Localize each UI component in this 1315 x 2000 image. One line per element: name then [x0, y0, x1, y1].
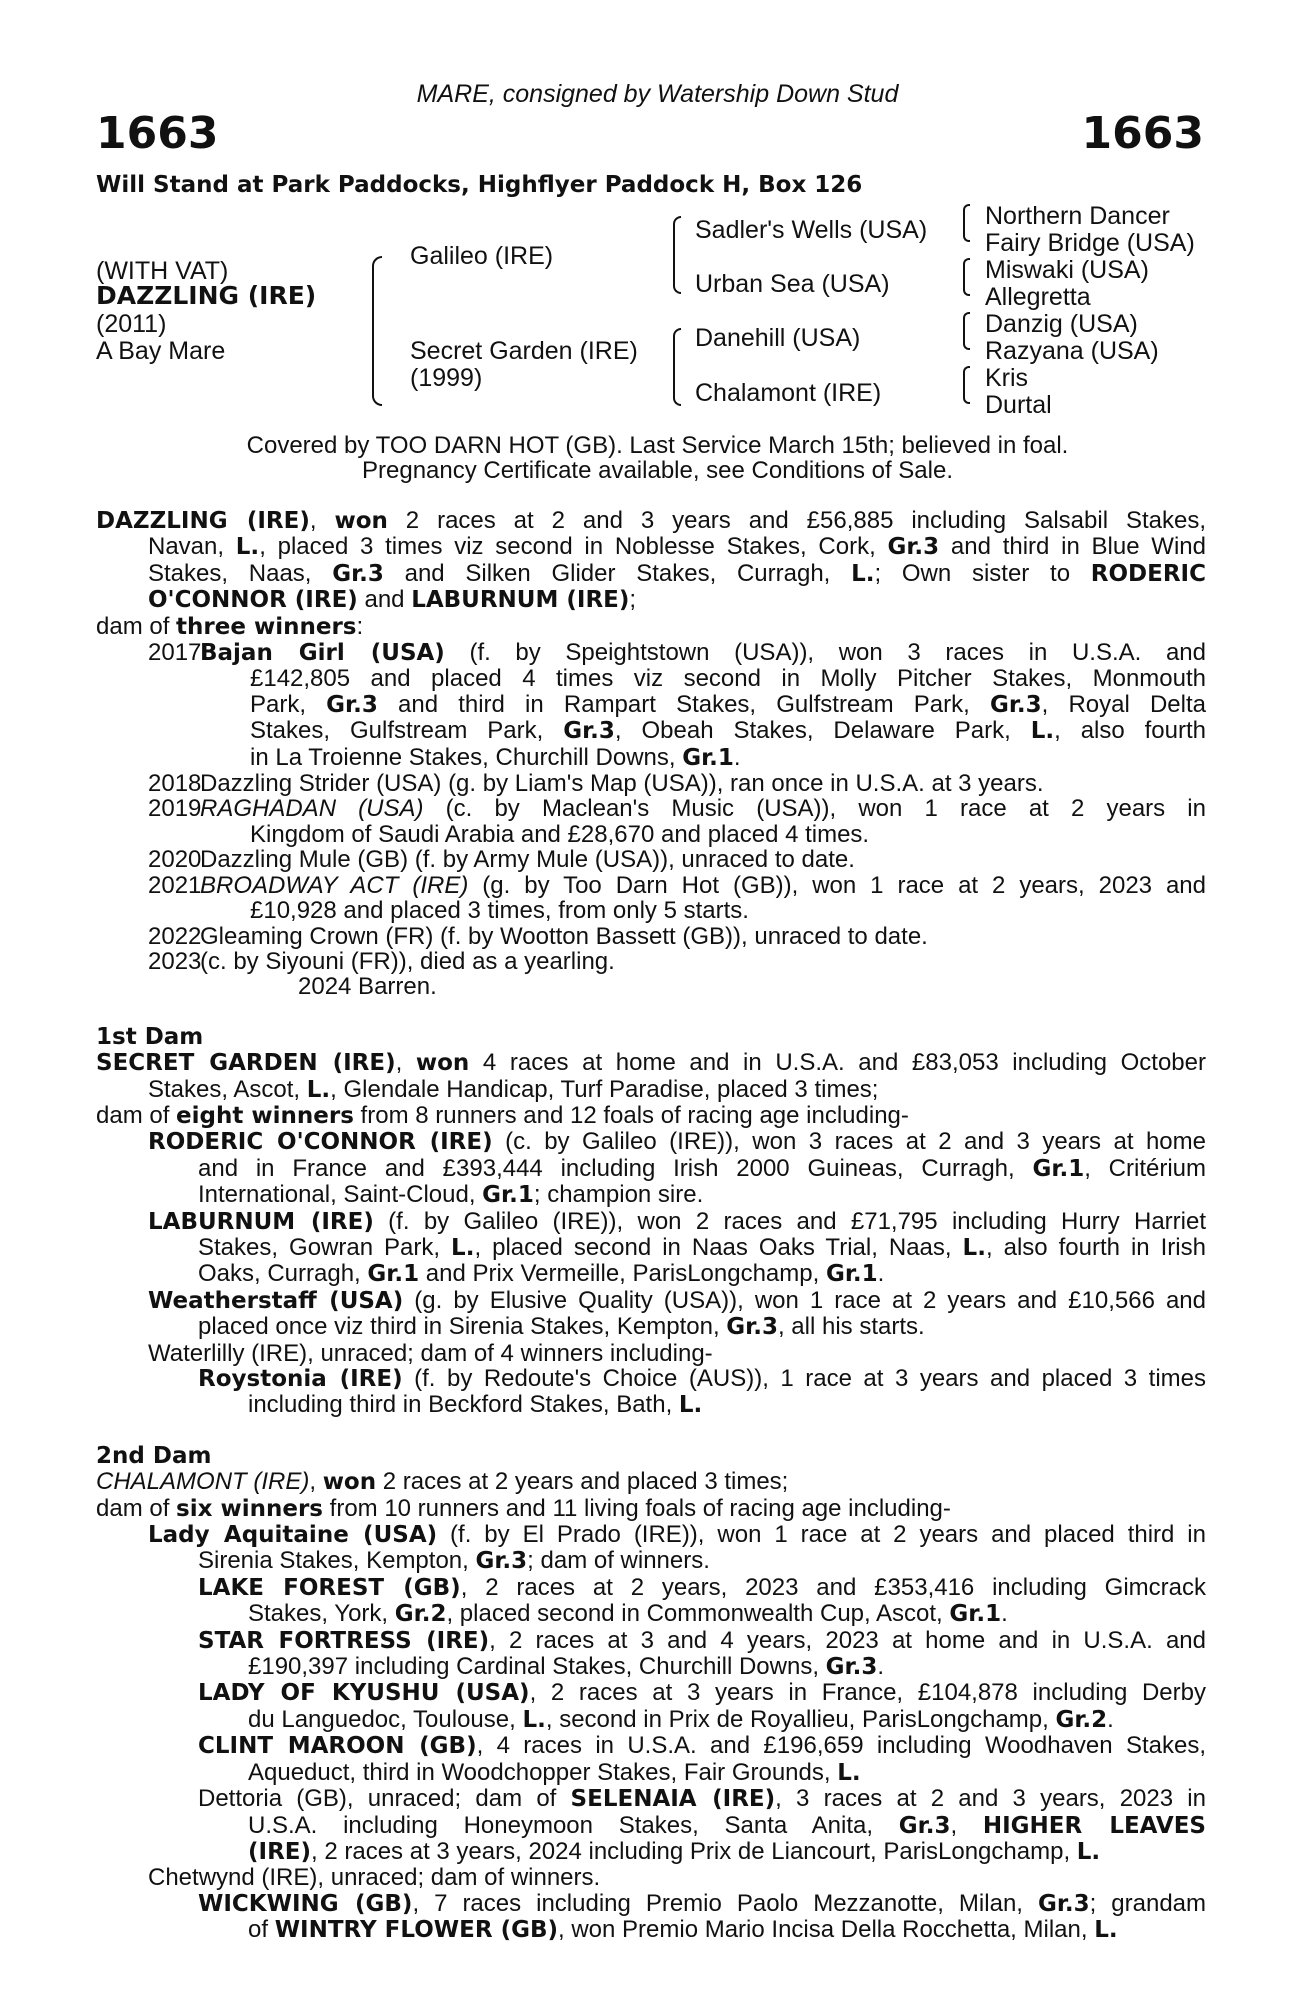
text-run: Dettoria (GB), unraced; dam of [198, 1785, 571, 1813]
bold-run: L. [837, 1759, 861, 1786]
text-line [200, 796, 1206, 821]
bold-run: LABURNUM (IRE) [148, 1208, 374, 1235]
pedigree-dam: Secret Garden (IRE) [410, 337, 638, 365]
text-line: Waterlilly (IRE), unraced; dam of 4 winners including- [148, 1339, 713, 1367]
pedigree-dds: Kris [985, 364, 1029, 392]
text-line: Gleaming Crown (FR) (f. by Wootton Bassett (GB)), unraced to date. [200, 922, 928, 950]
text-line [96, 614, 1206, 640]
covering-line: Covered by TOO DARN HOT (GB). Last Service March 15th; believed in foal. [246, 432, 1069, 459]
text-line [96, 1103, 1206, 1129]
produce-year: 2022 [148, 922, 202, 950]
bold-run: LADY OF KYUSHU (USA) [198, 1680, 530, 1707]
text-run: and third in Blue Wind [939, 533, 1206, 561]
text-line [96, 1917, 1206, 1943]
text-run: 4 races at home and in U.S.A. and £83,053 including October [469, 1049, 1206, 1077]
bold-run: Gr.3 [887, 534, 940, 561]
bold-run: L. [1094, 1917, 1118, 1944]
text-line [96, 1575, 1206, 1601]
text-line [96, 1050, 1206, 1076]
bold-run: Gr.1 [482, 1182, 534, 1209]
produce-2017 [96, 640, 1206, 771]
bold-run: Gr.3 [326, 691, 378, 718]
vat-note: (WITH VAT) [96, 257, 229, 285]
text-run: , [309, 1468, 323, 1496]
text-run: from 10 runners and 11 living foals of racing age including- [322, 1494, 951, 1522]
text-run: Stakes, Ascot, [148, 1075, 307, 1103]
produce-2023 [96, 949, 1206, 974]
produce-text [200, 949, 1206, 974]
bold-run: Gr.2 [394, 1601, 447, 1628]
bold-run: WINTRY FLOWER (GB) [274, 1917, 558, 1944]
bold-run: three winners [176, 613, 357, 640]
text-line [96, 587, 1206, 613]
text-run: , [309, 507, 335, 534]
text-line [200, 640, 1206, 666]
bold-run: eight winners [176, 1102, 354, 1129]
text-run: . [1107, 1705, 1114, 1733]
text-run: , also fourth [1054, 717, 1207, 745]
text-run: (f. by El Prado (IRE)), won 1 race at 2 years and placed third in [437, 1521, 1206, 1549]
text-line [200, 718, 1206, 744]
text-line [96, 1261, 1206, 1287]
text-line [96, 1496, 1206, 1522]
produce-text [200, 796, 1206, 847]
text-run: from 8 runners and 12 foals of racing age including- [353, 1101, 909, 1129]
text-run: and in France and £393,444 including Irish 2000 Guineas, Curragh, [198, 1154, 1033, 1182]
text-run: Sirenia Stakes, Kempton, [198, 1547, 476, 1575]
lot-number-left: 1663 [96, 108, 219, 159]
italic-run: CHALAMONT (IRE) [96, 1468, 310, 1496]
text-run: Stakes, York, [248, 1600, 395, 1628]
text-run: , [395, 1049, 416, 1077]
bold-run: O'CONNOR (IRE) [148, 587, 358, 614]
pedigree-dss: Danzig (USA) [985, 310, 1138, 338]
text-line [96, 1522, 1206, 1548]
text-run: , 3 races at 2 and 3 years, 2023 in [775, 1785, 1206, 1813]
text-run: , won Premio Mario Incisa Della Rocchetta, Milan, [558, 1916, 1095, 1944]
bold-run: L. [851, 560, 875, 587]
bold-run: won [322, 1469, 377, 1496]
text-line [96, 1288, 1206, 1314]
text-run: , all his starts. [777, 1313, 925, 1341]
text-run: , 2 races at 3 and 4 years, 2023 at home and in U.S.A. and [489, 1626, 1206, 1654]
bold-run: Lady Aquitaine (USA) [148, 1522, 438, 1549]
text-line: £142,805 and placed 4 times viz second in Molly Pitcher Stakes, Monmouth [250, 665, 1206, 693]
text-run: Stakes, Gowran Park, [198, 1233, 452, 1261]
text-line [96, 1548, 1206, 1574]
text-line [96, 1760, 1206, 1786]
text-line: Dazzling Strider (USA) (g. by Liam's Map (USA)), ran once in U.S.A. at 3 years. [200, 770, 1044, 798]
text-run: , 4 races in U.S.A. and £196,659 including Woodhaven Stakes, [476, 1732, 1206, 1760]
text-line [200, 873, 1206, 898]
text-run: (f. by Speightstown (USA)), won 3 races in U.S.A. and [444, 639, 1207, 667]
text-run: , also fourth in Irish [985, 1233, 1206, 1261]
text-line: (c. by Siyouni (FR)), died as a yearling. [200, 947, 615, 975]
pedigree-dam-dam: Chalamont (IRE) [695, 379, 882, 407]
produce-year: 2018 [148, 770, 202, 798]
text-line [96, 1733, 1206, 1759]
horse-year: (2011) [96, 310, 167, 338]
bold-run: Gr.1 [949, 1601, 1002, 1628]
text-line [96, 1707, 1206, 1733]
text-line [96, 1392, 1206, 1418]
bold-run: Gr.2 [1055, 1706, 1108, 1733]
text-run: . [1001, 1600, 1008, 1628]
pedigree-dam-year: (1999) [410, 364, 483, 392]
text-run: , 2 races at 3 years in France, £104,878 including Derby [529, 1679, 1206, 1707]
second-dam-heading: 2nd Dam [96, 1442, 212, 1469]
bold-run: Gr.1 [825, 1261, 878, 1288]
text-line [96, 1235, 1206, 1261]
pedigree-sire: Galileo (IRE) [410, 242, 554, 270]
bold-run: STAR FORTRESS (IRE) [198, 1627, 490, 1654]
produce-text [200, 771, 1206, 796]
text-run: including third in Beckford Stakes, Bath, [248, 1391, 679, 1419]
text-run: du Languedoc, Toulouse, [248, 1705, 523, 1733]
text-run: Stakes, Naas, [148, 559, 333, 587]
text-run: 2 races at 2 years and placed 3 times; [376, 1468, 789, 1496]
text-run: ; grandam [1089, 1889, 1207, 1917]
text-run: , Obeah Stakes, Delaware Park, [614, 717, 1031, 745]
pedigree-dam-sire: Danehill (USA) [695, 324, 861, 352]
bold-run: Gr.1 [682, 744, 734, 771]
pregnancy-certificate-line: Pregnancy Certificate available, see Conditions of Sale. [362, 457, 953, 484]
bold-run: LAKE FOREST (GB) [198, 1574, 461, 1601]
produce-text [200, 847, 1206, 872]
first-dam-heading: 1st Dam [96, 1023, 204, 1050]
pedigree-ddd: Durtal [985, 391, 1052, 419]
produce-text [200, 924, 1206, 949]
text-run: (c. by Maclean's Music (USA)), won 1 race at 2 years in [423, 795, 1206, 823]
bold-run: SELENAIA (IRE) [570, 1786, 776, 1813]
text-line [96, 508, 1206, 534]
text-line [96, 1209, 1206, 1235]
text-line [96, 1891, 1206, 1917]
bold-run: L. [962, 1234, 986, 1261]
text-run: of [248, 1916, 275, 1944]
bold-run: DAZZLING (IRE) [96, 508, 310, 534]
text-line [96, 1839, 1206, 1865]
text-run: (g. by Elusive Quality (USA)), won 1 race at 2 years and £10,566 and [403, 1286, 1206, 1314]
text-run: ; Own sister to [874, 559, 1091, 587]
bold-run: Gr.3 [989, 691, 1042, 718]
pedigree-sire-sire: Sadler's Wells (USA) [695, 216, 928, 244]
produce-year: 2021 [148, 871, 202, 899]
text-run: Stakes, Gulfstream Park, [250, 717, 564, 745]
pedigree-brace-dd [963, 366, 970, 404]
bold-run: six winners [176, 1495, 323, 1522]
italic-run: RAGHADAN (USA) [200, 795, 424, 823]
bold-run: Gr.3 [898, 1812, 951, 1839]
pedigree-brace-sire [673, 216, 681, 294]
bold-run: L. [1030, 718, 1055, 745]
text-run: , placed 3 times viz second in Noblesse Stakes, Cork, [259, 533, 888, 561]
text-run: ; [629, 586, 637, 614]
bold-run: Gr.3 [726, 1314, 778, 1341]
bold-run: L. [678, 1392, 703, 1419]
produce-2020 [96, 847, 1206, 872]
produce-2021 [96, 873, 1206, 924]
bold-run: HIGHER LEAVES [982, 1812, 1206, 1839]
text-line: Dazzling Mule (GB) (f. by Army Mule (USA)), unraced to date. [200, 846, 855, 874]
text-run: U.S.A. including Honeymoon Stakes, Santa Anita, [248, 1811, 899, 1839]
bold-run: Gr.3 [475, 1548, 528, 1575]
text-run: . [877, 1653, 885, 1681]
text-run: , placed second in Naas Oaks Trial, Naas, [474, 1233, 963, 1261]
pedigree-brace-ds [963, 312, 970, 350]
bold-run: L. [235, 534, 260, 561]
text-run: Oaks, Curragh, [198, 1260, 368, 1288]
text-run: (f. by Redoute's Choice (AUS)), 1 race at 3 years and placed 3 times [402, 1365, 1206, 1392]
text-run: , 7 races including Premio Paolo Mezzanotte, Milan, [412, 1889, 1038, 1917]
pedigree-brace-ss [963, 204, 970, 242]
text-run: , 2 races at 2 years, 2023 and £353,416 including Gimcrack [460, 1573, 1206, 1601]
text-run: and Silken Glider Stakes, Curragh, [383, 559, 852, 587]
text-run: 2 races at 2 and 3 years and £56,885 including Salsabil Stakes, [387, 507, 1206, 534]
text-run: , Critérium [1084, 1154, 1207, 1182]
bold-run: won [334, 508, 388, 534]
text-line: £10,928 and placed 3 times, from only 5 starts. [250, 897, 749, 925]
bold-run: L. [522, 1706, 546, 1733]
text-run: (g. by Too Darn Hot (GB)), won 1 race at 2 years, 2023 and [468, 871, 1206, 899]
bold-run: won [415, 1050, 470, 1077]
text-line [96, 1601, 1206, 1627]
bold-run: Bajan Girl (USA) [200, 640, 445, 667]
text-run: : [356, 612, 364, 640]
covering-info [0, 433, 1315, 483]
pedigree-sire-dam: Urban Sea (USA) [695, 270, 890, 298]
text-run: , placed second in Commonwealth Cup, Ascot, [446, 1600, 950, 1628]
produce-2024: 2024 Barren. [298, 973, 437, 1001]
text-run: (f. by Galileo (IRE)), won 2 races and £71,795 including Hurry Harriet [373, 1207, 1206, 1235]
text-line [96, 1654, 1206, 1680]
text-run: . [877, 1260, 885, 1288]
bold-run: RODERIC O'CONNOR (IRE) [148, 1129, 493, 1156]
catalogue-body [96, 508, 1206, 1944]
text-line [96, 1813, 1206, 1839]
text-run: £190,397 including Cardinal Stakes, Churchill Downs, [248, 1653, 826, 1681]
italic-run: BROADWAY ACT (IRE) [200, 871, 469, 899]
text-line [96, 1077, 1206, 1103]
pedigree-brace-dam [673, 328, 681, 406]
pedigree-sdd: Allegretta [985, 283, 1091, 311]
text-run: . [733, 743, 741, 771]
bold-run: Gr.3 [332, 560, 384, 587]
horse-name: DAZZLING (IRE) [96, 281, 317, 310]
text-run: Navan, [148, 533, 236, 561]
text-run: dam of [96, 1101, 177, 1129]
text-run: , Glendale Handicap, Turf Paradise, placed 3 times; [330, 1075, 879, 1103]
text-run: ; dam of winners. [527, 1547, 710, 1575]
text-line [96, 1182, 1206, 1208]
text-line [96, 1786, 1206, 1812]
text-run: in La Troienne Stakes, Churchill Downs, [250, 743, 683, 771]
text-run: dam of [96, 612, 177, 640]
text-line [200, 692, 1206, 718]
bold-run: (IRE) [248, 1838, 312, 1865]
bold-run: Gr.3 [1037, 1890, 1090, 1917]
bold-run: SECRET GARDEN (IRE) [96, 1050, 396, 1077]
text-run: and [357, 586, 412, 614]
text-line [200, 745, 1206, 771]
bold-run: Gr.1 [367, 1261, 420, 1288]
produce-year: 2017 [148, 639, 202, 667]
text-line [96, 1628, 1206, 1654]
text-line [96, 1469, 1206, 1495]
lot-number-right: 1663 [1081, 108, 1204, 159]
produce-text [200, 640, 1206, 771]
text-run: , Royal Delta [1041, 690, 1207, 718]
text-run: ; champion sire. [533, 1181, 704, 1209]
produce-year: 2023 [148, 947, 202, 975]
produce-year: 2019 [148, 795, 202, 823]
produce-2018 [96, 771, 1206, 796]
bold-run: L. [1076, 1838, 1101, 1865]
text-line [96, 1129, 1206, 1155]
text-line [96, 1156, 1206, 1182]
pedigree-sss: Northern Dancer [985, 202, 1170, 230]
horse-description: A Bay Mare [96, 337, 226, 365]
text-run: Aqueduct, third in Woodchopper Stakes, Fair Grounds, [248, 1758, 838, 1786]
produce-2022 [96, 924, 1206, 949]
bold-run: LABURNUM (IRE) [411, 587, 630, 614]
bold-run: Weatherstaff (USA) [148, 1287, 404, 1314]
text-run: , [950, 1811, 983, 1839]
text-run: International, Saint-Cloud, [198, 1181, 483, 1209]
text-line [96, 561, 1206, 587]
produce-text [200, 873, 1206, 924]
text-run: Park, [250, 690, 327, 718]
pedigree-dsd: Razyana (USA) [985, 337, 1159, 365]
bold-run: RODERIC [1090, 560, 1206, 587]
text-line [96, 1680, 1206, 1706]
bold-run: CLINT MAROON (GB) [198, 1733, 477, 1760]
text-run: dam of [96, 1494, 177, 1522]
pedigree-ssd: Fairy Bridge (USA) [985, 229, 1195, 257]
text-run: and third in Rampart Stakes, Gulfstream Park, [377, 690, 990, 718]
text-run: , second in Prix de Royallieu, ParisLongchamp, [545, 1705, 1056, 1733]
text-run: and Prix Vermeille, ParisLongchamp, [419, 1260, 826, 1288]
bold-run: L. [306, 1076, 331, 1103]
pedigree-sds: Miswaki (USA) [985, 256, 1149, 284]
text-line [96, 1366, 1206, 1392]
bold-run: Roystonia (IRE) [198, 1366, 403, 1392]
pedigree-brace-main [372, 256, 382, 406]
bold-run: L. [451, 1234, 475, 1261]
pedigree-brace-sd [963, 258, 970, 296]
text-line [96, 1314, 1206, 1340]
bold-run: WICKWING (GB) [198, 1890, 413, 1917]
text-line [96, 534, 1206, 560]
bold-run: Gr.3 [825, 1654, 878, 1681]
bold-run: Gr.3 [563, 718, 615, 745]
text-run: , 2 races at 3 years, 2024 including Prix de Liancourt, ParisLongchamp, [311, 1837, 1077, 1865]
text-run: (c. by Galileo (IRE)), won 3 races at 2 and 3 years at home [492, 1128, 1206, 1156]
text-line: Chetwynd (IRE), unraced; dam of winners. [148, 1864, 601, 1892]
consignor-line: MARE, consigned by Watership Down Stud [416, 80, 899, 108]
stand-location: Will Stand at Park Paddocks, Highflyer Paddock H, Box 126 [96, 172, 863, 198]
text-line: Kingdom of Saudi Arabia and £28,670 and placed 4 times. [250, 820, 870, 848]
bold-run: Gr.1 [1032, 1155, 1085, 1182]
produce-year: 2020 [148, 846, 202, 874]
produce-2019 [96, 796, 1206, 847]
text-run: placed once viz third in Sirenia Stakes, Kempton, [198, 1313, 727, 1341]
